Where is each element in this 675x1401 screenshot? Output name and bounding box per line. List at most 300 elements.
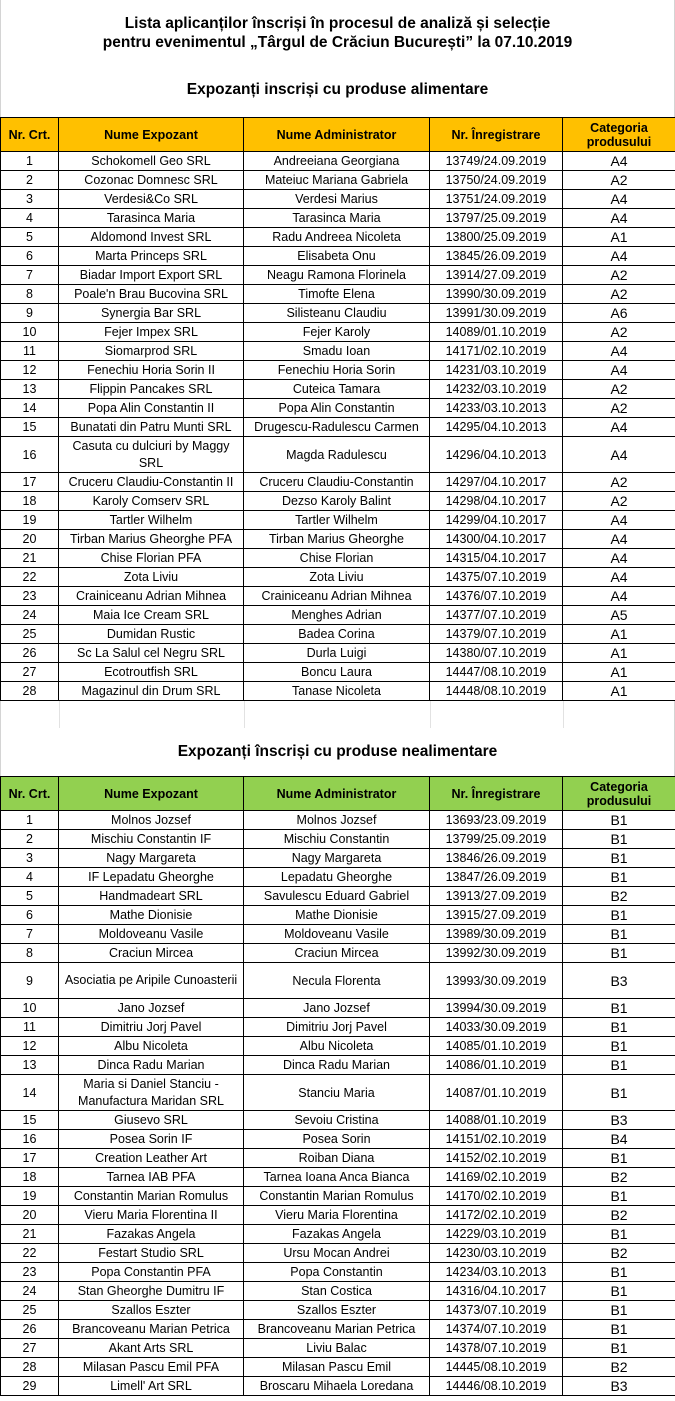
table-row	[1, 1168, 675, 1187]
cell-nr: 25	[1, 625, 59, 644]
cell-administrator: Szallos Eszter	[244, 1301, 430, 1320]
cell-category: B1	[563, 1263, 675, 1282]
cell-administrator: Popa Alin Constantin	[244, 399, 430, 418]
cell-administrator: Constantin Marian Romulus	[244, 1187, 430, 1206]
cell-exhibitor: Mischiu Constantin IF	[59, 830, 244, 849]
column-header-nr: Nr. Crt.	[1, 118, 59, 152]
cell-registration: 14231/03.10.2019	[430, 361, 563, 380]
cell-category: A1	[563, 644, 675, 663]
table-row	[1, 868, 675, 887]
cell-administrator: Fejer Karoly	[244, 323, 430, 342]
cell-nr: 9	[1, 304, 59, 323]
cell-nr: 12	[1, 1037, 59, 1056]
cell-exhibitor: Constantin Marian Romulus	[59, 1187, 244, 1206]
cell-administrator: Vieru Maria Florentina	[244, 1206, 430, 1225]
table-row	[1, 906, 675, 925]
cell-administrator: Mischiu Constantin	[244, 830, 430, 849]
cell-category: B1	[563, 1018, 675, 1037]
cell-administrator: Fenechiu Horia Sorin	[244, 361, 430, 380]
cell-registration: 13800/25.09.2019	[430, 228, 563, 247]
cell-registration: 14380/07.10.2019	[430, 644, 563, 663]
cell-exhibitor: Synergia Bar SRL	[59, 304, 244, 323]
column-header-exhibitor: Nume Expozant	[59, 777, 244, 811]
cell-category: B1	[563, 1339, 675, 1358]
cell-category: A4	[563, 190, 675, 209]
cell-exhibitor: Posea Sorin IF	[59, 1130, 244, 1149]
table-row	[1, 811, 675, 830]
cell-exhibitor: Marta Princeps SRL	[59, 247, 244, 266]
cell-administrator: Nagy Margareta	[244, 849, 430, 868]
cell-category: B1	[563, 1037, 675, 1056]
cell-administrator: Mateiuc Mariana Gabriela	[244, 171, 430, 190]
cell-category: B1	[563, 1056, 675, 1075]
cell-registration: 14295/04.10.2013	[430, 418, 563, 437]
cell-administrator: Andreeiana Georgiana	[244, 152, 430, 171]
cell-registration: 14299/04.10.2017	[430, 511, 563, 530]
table-row	[1, 830, 675, 849]
cell-category: A2	[563, 473, 675, 492]
cell-registration: 13750/24.09.2019	[430, 171, 563, 190]
cell-exhibitor: Zota Liviu	[59, 568, 244, 587]
column-header-category: Categoria produsului	[563, 777, 675, 811]
cell-category: A2	[563, 266, 675, 285]
cell-exhibitor: Sc La Salul cel Negru SRL	[59, 644, 244, 663]
table-row	[1, 663, 675, 682]
cell-nr: 9	[1, 963, 59, 999]
cell-exhibitor: Karoly Comserv SRL	[59, 492, 244, 511]
table-row	[1, 1130, 675, 1149]
food-section-heading: Expozanți inscriși cu produse alimentare	[186, 81, 489, 98]
nonfood-table-header	[1, 777, 675, 811]
cell-exhibitor: Tartler Wilhelm	[59, 511, 244, 530]
table-row	[1, 418, 675, 437]
nonfood-table-body	[1, 811, 675, 1396]
cell-nr: 6	[1, 247, 59, 266]
cell-nr: 18	[1, 492, 59, 511]
cell-category: B1	[563, 906, 675, 925]
cell-administrator: Badea Corina	[244, 625, 430, 644]
cell-administrator: Jano Jozsef	[244, 999, 430, 1018]
cell-registration: 13993/30.09.2019	[430, 963, 563, 999]
table-row	[1, 1358, 675, 1377]
cell-category: B1	[563, 1075, 675, 1111]
cell-nr: 17	[1, 1149, 59, 1168]
cell-category: A2	[563, 285, 675, 304]
cell-administrator: Boncu Laura	[244, 663, 430, 682]
cell-registration: 13797/25.09.2019	[430, 209, 563, 228]
table-row	[1, 1244, 675, 1263]
cell-exhibitor: Crainiceanu Adrian Mihnea	[59, 587, 244, 606]
cell-registration: 14448/08.10.2019	[430, 682, 563, 701]
table-row	[1, 171, 675, 190]
cell-exhibitor: Magazinul din Drum SRL	[59, 682, 244, 701]
cell-administrator: Chise Florian	[244, 549, 430, 568]
cell-registration: 13989/30.09.2019	[430, 925, 563, 944]
table-row	[1, 152, 675, 171]
cell-category: A1	[563, 625, 675, 644]
cell-registration: 13994/30.09.2019	[430, 999, 563, 1018]
cell-category: B1	[563, 1225, 675, 1244]
table-row	[1, 361, 675, 380]
cell-administrator: Brancoveanu Marian Petrica	[244, 1320, 430, 1339]
document-title-line1: Lista aplicanților înscriși în procesul de analiză și selecție	[124, 15, 551, 32]
cell-administrator: Sevoiu Cristina	[244, 1111, 430, 1130]
cell-registration: 13799/25.09.2019	[430, 830, 563, 849]
cell-administrator: Fazakas Angela	[244, 1225, 430, 1244]
cell-category: A2	[563, 492, 675, 511]
cell-category: A1	[563, 663, 675, 682]
cell-nr: 11	[1, 1018, 59, 1037]
cell-registration: 14375/07.10.2019	[430, 568, 563, 587]
cell-administrator: Neagu Ramona Florinela	[244, 266, 430, 285]
cell-exhibitor: Jano Jozsef	[59, 999, 244, 1018]
cell-registration: 13990/30.09.2019	[430, 285, 563, 304]
table-row	[1, 342, 675, 361]
cell-registration: 14374/07.10.2019	[430, 1320, 563, 1339]
cell-exhibitor: Tirban Marius Gheorghe PFA	[59, 530, 244, 549]
cell-registration: 14298/04.10.2017	[430, 492, 563, 511]
cell-category: A4	[563, 530, 675, 549]
table-row	[1, 380, 675, 399]
cell-exhibitor: Brancoveanu Marian Petrica	[59, 1320, 244, 1339]
cell-category: B1	[563, 811, 675, 830]
cell-registration: 14232/03.10.2019	[430, 380, 563, 399]
cell-administrator: Dimitriu Jorj Pavel	[244, 1018, 430, 1037]
cell-administrator: Mathe Dionisie	[244, 906, 430, 925]
cell-administrator: Elisabeta Onu	[244, 247, 430, 266]
cell-nr: 24	[1, 606, 59, 625]
table-row	[1, 247, 675, 266]
cell-administrator: Magda Radulescu	[244, 437, 430, 473]
cell-administrator: Lepadatu Gheorghe	[244, 868, 430, 887]
cell-category: A6	[563, 304, 675, 323]
table-row	[1, 1018, 675, 1037]
table-row	[1, 1206, 675, 1225]
table-row	[1, 644, 675, 663]
cell-administrator: Craciun Mircea	[244, 944, 430, 963]
cell-category: B2	[563, 1244, 675, 1263]
table-row	[1, 473, 675, 492]
table-row	[1, 999, 675, 1018]
cell-administrator: Molnos Jozsef	[244, 811, 430, 830]
table-row	[1, 1377, 675, 1396]
table-row	[1, 1111, 675, 1130]
cell-exhibitor: Cozonac Domnesc SRL	[59, 171, 244, 190]
table-row	[1, 1037, 675, 1056]
table-row	[1, 437, 675, 473]
cell-registration: 13913/27.09.2019	[430, 887, 563, 906]
cell-nr: 23	[1, 587, 59, 606]
cell-nr: 21	[1, 1225, 59, 1244]
cell-registration: 14377/07.10.2019	[430, 606, 563, 625]
table-row	[1, 285, 675, 304]
cell-registration: 14233/03.10.2013	[430, 399, 563, 418]
cell-nr: 20	[1, 530, 59, 549]
cell-category: B1	[563, 1301, 675, 1320]
cell-exhibitor: Stan Gheorghe Dumitru IF	[59, 1282, 244, 1301]
cell-registration: 14230/03.10.2019	[430, 1244, 563, 1263]
cell-administrator: Tarnea Ioana Anca Bianca	[244, 1168, 430, 1187]
table-row	[1, 887, 675, 906]
cell-exhibitor: Dinca Radu Marian	[59, 1056, 244, 1075]
cell-nr: 21	[1, 549, 59, 568]
cell-administrator: Albu Nicoleta	[244, 1037, 430, 1056]
cell-administrator: Stanciu Maria	[244, 1075, 430, 1111]
cell-category: B1	[563, 830, 675, 849]
cell-exhibitor: Bunatati din Patru Munti SRL	[59, 418, 244, 437]
table-row	[1, 849, 675, 868]
cell-category: A4	[563, 361, 675, 380]
section-spacer	[0, 701, 675, 728]
cell-exhibitor: Asociatia pe Aripile Cunoasterii	[59, 963, 244, 999]
cell-nr: 14	[1, 399, 59, 418]
column-header-administrator: Nume Administrator	[244, 777, 430, 811]
cell-category: A4	[563, 437, 675, 473]
cell-category: A2	[563, 380, 675, 399]
cell-nr: 5	[1, 228, 59, 247]
cell-registration: 13992/30.09.2019	[430, 944, 563, 963]
cell-category: B1	[563, 1149, 675, 1168]
table-row	[1, 925, 675, 944]
cell-nr: 27	[1, 663, 59, 682]
cell-registration: 14088/01.10.2019	[430, 1111, 563, 1130]
cell-exhibitor: Maia Ice Cream SRL	[59, 606, 244, 625]
table-row	[1, 1056, 675, 1075]
cell-nr: 2	[1, 830, 59, 849]
cell-exhibitor: Creation Leather Art	[59, 1149, 244, 1168]
cell-nr: 25	[1, 1301, 59, 1320]
cell-nr: 29	[1, 1377, 59, 1396]
cell-administrator: Cuteica Tamara	[244, 380, 430, 399]
document-title-line2: pentru evenimentul „Târgul de Crăciun București” la 07.10.2019	[102, 34, 573, 51]
cell-administrator: Tartler Wilhelm	[244, 511, 430, 530]
cell-category: A4	[563, 587, 675, 606]
cell-registration: 14446/08.10.2019	[430, 1377, 563, 1396]
cell-exhibitor: Festart Studio SRL	[59, 1244, 244, 1263]
food-table-body	[1, 152, 675, 701]
cell-registration: 14172/02.10.2019	[430, 1206, 563, 1225]
cell-exhibitor: Biadar Import Export SRL	[59, 266, 244, 285]
table-row	[1, 1301, 675, 1320]
cell-registration: 14152/02.10.2019	[430, 1149, 563, 1168]
cell-registration: 14373/07.10.2019	[430, 1301, 563, 1320]
cell-nr: 15	[1, 1111, 59, 1130]
table-row	[1, 1187, 675, 1206]
cell-registration: 13914/27.09.2019	[430, 266, 563, 285]
table-row	[1, 963, 675, 999]
cell-registration: 13845/26.09.2019	[430, 247, 563, 266]
cell-exhibitor: Dumidan Rustic	[59, 625, 244, 644]
cell-administrator: Liviu Balac	[244, 1339, 430, 1358]
cell-category: A4	[563, 418, 675, 437]
cell-administrator: Silisteanu Claudiu	[244, 304, 430, 323]
cell-registration: 14085/01.10.2019	[430, 1037, 563, 1056]
cell-nr: 11	[1, 342, 59, 361]
cell-nr: 8	[1, 944, 59, 963]
cell-category: B2	[563, 887, 675, 906]
cell-registration: 14171/02.10.2019	[430, 342, 563, 361]
nonfood-section-heading: Expozanți înscriși cu produse nealimentare	[0, 728, 675, 776]
cell-category: A4	[563, 568, 675, 587]
cell-nr: 16	[1, 437, 59, 473]
cell-exhibitor: Dimitriu Jorj Pavel	[59, 1018, 244, 1037]
table-row	[1, 1339, 675, 1358]
cell-administrator: Crainiceanu Adrian Mihnea	[244, 587, 430, 606]
cell-administrator: Cruceru Claudiu-Constantin	[244, 473, 430, 492]
cell-nr: 20	[1, 1206, 59, 1225]
cell-nr: 28	[1, 682, 59, 701]
cell-registration: 14087/01.10.2019	[430, 1075, 563, 1111]
table-row	[1, 399, 675, 418]
cell-registration: 14089/01.10.2019	[430, 323, 563, 342]
table-row	[1, 209, 675, 228]
cell-exhibitor: Mathe Dionisie	[59, 906, 244, 925]
cell-exhibitor: Maria si Daniel Stanciu - Manufactura Maridan SRL	[59, 1075, 244, 1111]
cell-category: B3	[563, 963, 675, 999]
cell-registration: 14297/04.10.2017	[430, 473, 563, 492]
table-row	[1, 304, 675, 323]
cell-exhibitor: Casuta cu dulciuri by Maggy SRL	[59, 437, 244, 473]
column-header-nr: Nr. Crt.	[1, 777, 59, 811]
cell-administrator: Tarasinca Maria	[244, 209, 430, 228]
cell-exhibitor: Akant Arts SRL	[59, 1339, 244, 1358]
cell-registration: 14447/08.10.2019	[430, 663, 563, 682]
cell-nr: 22	[1, 568, 59, 587]
table-row	[1, 944, 675, 963]
cell-administrator: Radu Andreea Nicoleta	[244, 228, 430, 247]
cell-administrator: Popa Constantin	[244, 1263, 430, 1282]
cell-exhibitor: Schokomell Geo SRL	[59, 152, 244, 171]
cell-category: A4	[563, 549, 675, 568]
cell-nr: 10	[1, 999, 59, 1018]
cell-nr: 3	[1, 190, 59, 209]
table-row	[1, 228, 675, 247]
cell-registration: 13751/24.09.2019	[430, 190, 563, 209]
cell-category: B2	[563, 1168, 675, 1187]
cell-registration: 14086/01.10.2019	[430, 1056, 563, 1075]
cell-administrator: Savulescu Eduard Gabriel	[244, 887, 430, 906]
table-row	[1, 568, 675, 587]
cell-administrator: Smadu Ioan	[244, 342, 430, 361]
cell-nr: 7	[1, 266, 59, 285]
cell-category: B1	[563, 868, 675, 887]
cell-registration: 14234/03.10.2013	[430, 1263, 563, 1282]
cell-nr: 14	[1, 1075, 59, 1111]
cell-nr: 18	[1, 1168, 59, 1187]
cell-nr: 4	[1, 209, 59, 228]
cell-category: A4	[563, 247, 675, 266]
cell-category: B4	[563, 1130, 675, 1149]
cell-registration: 14315/04.10.2017	[430, 549, 563, 568]
cell-nr: 6	[1, 906, 59, 925]
cell-registration: 14229/03.10.2019	[430, 1225, 563, 1244]
cell-exhibitor: Poale'n Brau Bucovina SRL	[59, 285, 244, 304]
cell-registration: 14300/04.10.2017	[430, 530, 563, 549]
cell-registration: 14169/02.10.2019	[430, 1168, 563, 1187]
cell-exhibitor: Tarnea IAB PFA	[59, 1168, 244, 1187]
cell-registration: 14379/07.10.2019	[430, 625, 563, 644]
cell-exhibitor: Fazakas Angela	[59, 1225, 244, 1244]
table-row	[1, 1075, 675, 1111]
cell-exhibitor: Milasan Pascu Emil PFA	[59, 1358, 244, 1377]
cell-nr: 16	[1, 1130, 59, 1149]
table-row	[1, 625, 675, 644]
cell-category: A2	[563, 171, 675, 190]
cell-exhibitor: Limell' Art SRL	[59, 1377, 244, 1396]
cell-administrator: Stan Costica	[244, 1282, 430, 1301]
cell-category: B1	[563, 1187, 675, 1206]
cell-administrator: Moldoveanu Vasile	[244, 925, 430, 944]
table-row	[1, 266, 675, 285]
cell-nr: 13	[1, 1056, 59, 1075]
cell-nr: 26	[1, 1320, 59, 1339]
cell-nr: 2	[1, 171, 59, 190]
cell-category: B1	[563, 944, 675, 963]
column-header-registration: Nr. Înregistrare	[430, 777, 563, 811]
cell-administrator: Necula Florenta	[244, 963, 430, 999]
cell-exhibitor: Tarasinca Maria	[59, 209, 244, 228]
table-row	[1, 1282, 675, 1301]
table-row	[1, 1149, 675, 1168]
cell-registration: 13846/26.09.2019	[430, 849, 563, 868]
cell-nr: 24	[1, 1282, 59, 1301]
nonfood-exhibitors-table	[0, 776, 675, 1396]
cell-administrator: Milasan Pascu Emil	[244, 1358, 430, 1377]
cell-exhibitor: Verdesi&Co SRL	[59, 190, 244, 209]
cell-exhibitor: Chise Florian PFA	[59, 549, 244, 568]
cell-nr: 26	[1, 644, 59, 663]
table-row	[1, 682, 675, 701]
cell-registration: 13749/24.09.2019	[430, 152, 563, 171]
table-row	[1, 511, 675, 530]
cell-exhibitor: Popa Alin Constantin II	[59, 399, 244, 418]
table-row	[1, 549, 675, 568]
cell-exhibitor: Fenechiu Horia Sorin II	[59, 361, 244, 380]
cell-category: A5	[563, 606, 675, 625]
table-row	[1, 1320, 675, 1339]
cell-registration: 14170/02.10.2019	[430, 1187, 563, 1206]
cell-nr: 1	[1, 152, 59, 171]
cell-registration: 14033/30.09.2019	[430, 1018, 563, 1037]
cell-administrator: Tirban Marius Gheorghe	[244, 530, 430, 549]
cell-administrator: Durla Luigi	[244, 644, 430, 663]
cell-administrator: Ursu Mocan Andrei	[244, 1244, 430, 1263]
cell-exhibitor: Molnos Jozsef	[59, 811, 244, 830]
cell-registration: 13915/27.09.2019	[430, 906, 563, 925]
cell-category: A2	[563, 323, 675, 342]
cell-administrator: Dezso Karoly Balint	[244, 492, 430, 511]
cell-administrator: Verdesi Marius	[244, 190, 430, 209]
cell-registration: 14296/04.10.2013	[430, 437, 563, 473]
cell-exhibitor: Fejer Impex SRL	[59, 323, 244, 342]
cell-nr: 4	[1, 868, 59, 887]
cell-nr: 19	[1, 1187, 59, 1206]
cell-nr: 13	[1, 380, 59, 399]
cell-exhibitor: Siomarprod SRL	[59, 342, 244, 361]
cell-administrator: Roiban Diana	[244, 1149, 430, 1168]
cell-exhibitor: Craciun Mircea	[59, 944, 244, 963]
cell-registration: 14151/02.10.2019	[430, 1130, 563, 1149]
cell-registration: 13847/26.09.2019	[430, 868, 563, 887]
cell-nr: 3	[1, 849, 59, 868]
cell-category: A4	[563, 342, 675, 361]
cell-administrator: Menghes Adrian	[244, 606, 430, 625]
cell-administrator: Zota Liviu	[244, 568, 430, 587]
cell-nr: 10	[1, 323, 59, 342]
cell-administrator: Drugescu-Radulescu Carmen	[244, 418, 430, 437]
cell-category: A1	[563, 682, 675, 701]
food-exhibitors-table	[0, 117, 675, 701]
